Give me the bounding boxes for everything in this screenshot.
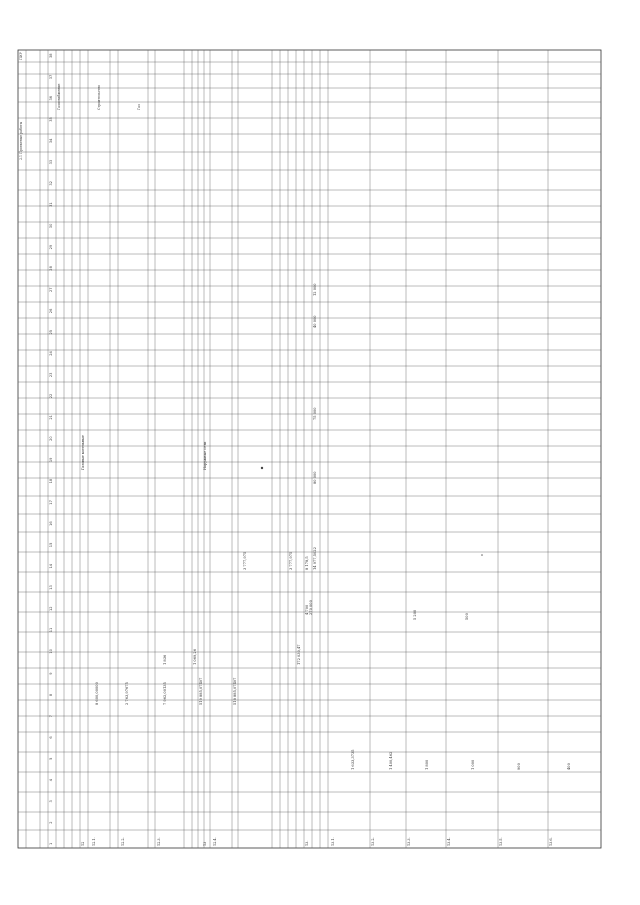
column-number: 15: [49, 542, 53, 548]
column-number: 22: [49, 393, 53, 399]
column-number: 19: [49, 457, 53, 463]
cell-value: 3 777,975: [289, 551, 293, 570]
cell-value: 75 000: [313, 407, 317, 420]
band-label-1: 2.1 Проектные работы: [19, 121, 23, 160]
column-number: 21: [49, 415, 53, 420]
column-number: 24: [49, 351, 53, 356]
column-number: 12: [49, 606, 53, 611]
column-number: 30: [49, 223, 53, 229]
scan-dot: [481, 554, 483, 556]
cell-value: 14 977,5022: [313, 547, 317, 570]
section-code-13: 13: [203, 841, 207, 846]
column-number: 28: [49, 266, 53, 271]
cell-value: 2 763,97675: [125, 682, 129, 705]
cell-value: 12 000: [313, 283, 317, 296]
column-number: 7: [49, 715, 53, 718]
row-code: 13.6.: [549, 837, 553, 846]
row-code: 12.4.: [213, 837, 217, 846]
column-number: 25: [49, 329, 53, 335]
row-code: 13.4.: [447, 837, 451, 846]
cell-value: 8 600,00000: [95, 682, 99, 705]
column-number: 32: [49, 181, 53, 186]
row-code: 13.3.: [407, 837, 411, 846]
column-number: 18: [49, 478, 53, 484]
column-number: 29: [49, 244, 53, 250]
row-code: 13.1.: [331, 837, 335, 846]
cell-value: 3 777,975: [243, 551, 247, 570]
cell-value: 1 633,3735: [351, 749, 355, 770]
cell-value: 519 885,07407: [199, 677, 203, 705]
cell-value: 1 400,462: [389, 751, 393, 770]
cell-value: 900: [517, 763, 521, 770]
row-code: 12.1.: [92, 837, 96, 846]
row-code: 13.: [305, 840, 309, 846]
column-number: 35: [49, 117, 53, 122]
column-number: 20: [49, 436, 53, 441]
column-number: 8: [49, 693, 53, 697]
column-number: 23: [49, 372, 53, 378]
section-code-12: 12: [81, 841, 85, 846]
band-label-2: ПИР: [19, 52, 23, 60]
column-number: 16: [49, 521, 53, 526]
cell-value: 8 178,5: [305, 556, 309, 570]
column-number: 5: [49, 757, 53, 760]
cell-value: 80 000: [313, 471, 317, 484]
cell-value: 518 885,07407: [233, 677, 237, 705]
band-label-5: Газ: [137, 104, 141, 110]
column-number: 33: [49, 159, 53, 165]
cell-value: 1 836: [163, 654, 167, 665]
cell-value: 1 800: [425, 759, 429, 770]
column-number: 37: [49, 74, 53, 80]
column-number: 34: [49, 138, 53, 144]
cell-value: 1 000: [471, 759, 475, 770]
cell-value: 5 200: [413, 609, 417, 620]
column-number: 4: [49, 778, 53, 782]
column-number: 10: [49, 649, 53, 654]
cell-value: 172 030,47: [297, 644, 301, 665]
column-number: 27: [49, 287, 53, 292]
column-number: 11: [49, 627, 53, 633]
cell-value: 270 000: [309, 600, 313, 615]
section-title-13: Наружные сети: [203, 441, 207, 470]
band-label-3: Газоснабжение: [57, 83, 61, 110]
row-code: 13.2.: [371, 837, 375, 846]
column-number: 13: [49, 585, 53, 590]
scan-dot: [261, 467, 263, 469]
column-number: 2: [49, 821, 53, 824]
row-code: 12.2.: [121, 837, 125, 846]
cell-value: 1 069,26: [193, 648, 197, 665]
column-number: 9: [49, 672, 53, 675]
band-label-4: Строительство: [97, 85, 101, 110]
column-number: 36: [49, 95, 53, 101]
column-number: 31: [49, 202, 53, 207]
column-number: 38: [49, 53, 53, 58]
column-number: 3: [49, 800, 53, 803]
cell-value: 400: [567, 763, 571, 770]
column-number: 17: [49, 500, 53, 505]
cell-value: 7 962,00135: [163, 682, 167, 705]
column-number: 26: [49, 308, 53, 314]
cell-value: 500: [465, 613, 469, 620]
section-title-12: Газовые котельные: [81, 435, 85, 470]
cell-value: 4 700: [305, 604, 309, 615]
row-code: 13.5.: [499, 837, 503, 846]
cell-value: 40 000: [313, 315, 317, 328]
column-number: 14: [49, 563, 53, 569]
column-number: 6: [49, 736, 53, 739]
column-number: 1: [49, 842, 53, 845]
row-code: 12.3.: [157, 837, 161, 846]
